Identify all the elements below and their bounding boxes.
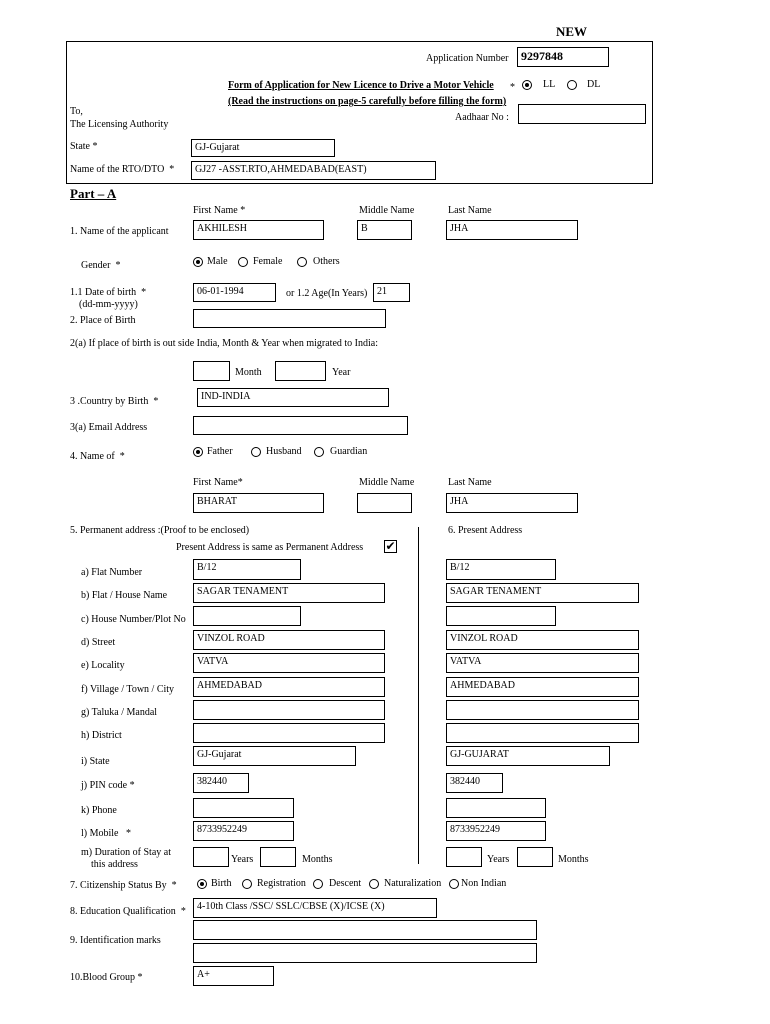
gender-radio-female[interactable]	[238, 257, 248, 267]
relation-middle-name-header: Middle Name	[359, 477, 415, 488]
gender-label-others: Others	[313, 256, 340, 267]
address-divider	[418, 527, 419, 864]
perm-pin-input[interactable]: 382440	[193, 773, 249, 793]
perm-locality-input[interactable]: VATVA	[193, 653, 385, 673]
pres-phone-input[interactable]	[446, 798, 546, 818]
perm-months-label: Months	[302, 854, 333, 865]
licence-radio-ll[interactable]	[522, 80, 532, 90]
perm-street-input[interactable]: VINZOL ROAD	[193, 630, 385, 650]
address-label-street: d) Street	[81, 637, 116, 648]
perm-state-select[interactable]: GJ-Gujarat	[193, 746, 356, 766]
licence-label-ll: LL	[543, 79, 556, 90]
gender-label-female: Female	[253, 256, 283, 267]
pres-locality-input[interactable]: VATVA	[446, 653, 639, 673]
aadhaar-input[interactable]	[518, 104, 646, 124]
relation-last-name-input[interactable]: JHA	[446, 493, 578, 513]
perm-duration-months-input[interactable]	[260, 847, 296, 867]
pres-months-label: Months	[558, 854, 589, 865]
gender-radio-male[interactable]	[193, 257, 203, 267]
identification-input-2[interactable]	[193, 943, 537, 963]
present-address-label: 6. Present Address	[448, 525, 523, 536]
address-label-house-name: b) Flat / House Name	[81, 590, 168, 601]
citizenship-radio-naturalization[interactable]	[369, 879, 379, 889]
licence-label-dl: DL	[587, 79, 601, 90]
pres-mobile-input[interactable]: 8733952249	[446, 821, 546, 841]
address-label-district: h) District	[81, 730, 122, 741]
state-label: State *	[70, 141, 98, 152]
pres-state-select[interactable]: GJ-GUJARAT	[446, 746, 610, 766]
applicant-last-name-input[interactable]: JHA	[446, 220, 578, 240]
rto-select[interactable]: GJ27 -ASST.RTO,AHMEDABAD(EAST)	[191, 161, 436, 180]
relation-middle-name-input[interactable]	[357, 493, 412, 513]
relation-radio-father[interactable]	[193, 447, 203, 457]
citizenship-label-non-indian: Non Indian	[461, 878, 507, 889]
dob-format-hint: (dd-mm-yyyy)	[79, 299, 138, 310]
citizenship-label: 7. Citizenship Status By *	[70, 880, 177, 891]
address-label-mobile: l) Mobile *	[81, 828, 131, 839]
pres-house-name-input[interactable]: SAGAR TENAMENT	[446, 583, 639, 603]
education-select[interactable]: 4-10th Class /SSC/ SSLC/CBSE (X)/ICSE (X)	[193, 898, 437, 918]
gender-radio-others[interactable]	[297, 257, 307, 267]
pres-street-input[interactable]: VINZOL ROAD	[446, 630, 639, 650]
perm-house-name-input[interactable]: SAGAR TENAMENT	[193, 583, 385, 603]
perm-city-input[interactable]: AHMEDABAD	[193, 677, 385, 697]
application-number-field[interactable]: 9297848	[517, 47, 609, 67]
state-select[interactable]: GJ-Gujarat	[191, 139, 335, 157]
citizenship-radio-birth[interactable]	[197, 879, 207, 889]
gender-label: Gender *	[81, 260, 121, 271]
permanent-address-label: 5. Permanent address :(Proof to be enclosed)	[70, 525, 250, 536]
address-label-pin: j) PIN code *	[81, 780, 135, 791]
new-label: NEW	[556, 24, 588, 39]
duration-label-cont: this address	[91, 859, 138, 870]
gender-label-male: Male	[207, 256, 228, 267]
perm-mobile-input[interactable]: 8733952249	[193, 821, 294, 841]
age-input[interactable]: 21	[373, 283, 410, 302]
month-label: Month	[235, 367, 262, 378]
address-label-state: i) State	[81, 756, 110, 767]
email-label: 3(a) Email Address	[70, 422, 148, 433]
address-label-flat-number: a) Flat Number	[81, 567, 143, 578]
citizenship-label-naturalization: Naturalization	[384, 878, 442, 889]
citizenship-radio-descent[interactable]	[313, 879, 323, 889]
aadhaar-label: Aadhaar No :	[455, 112, 509, 123]
identification-input-1[interactable]	[193, 920, 537, 940]
pres-district-input[interactable]	[446, 723, 639, 743]
relation-first-name-input[interactable]: BHARAT	[193, 493, 324, 513]
citizenship-label-descent: Descent	[329, 878, 362, 889]
pres-years-label: Years	[487, 854, 510, 865]
form-instruction: (Read the instructions on page-5 carefully before filling the form)	[228, 96, 507, 107]
blood-group-label: 10.Blood Group *	[70, 972, 143, 983]
last-name-header: Last Name	[448, 205, 492, 216]
education-label: 8. Education Qualification *	[70, 906, 186, 917]
pres-pin-input[interactable]: 382440	[446, 773, 503, 793]
address-label-plot-no: c) House Number/Plot No	[81, 614, 186, 625]
citizenship-label-registration: Registration	[257, 878, 306, 889]
citizenship-radio-registration[interactable]	[242, 879, 252, 889]
perm-plot-no-input[interactable]	[193, 606, 301, 626]
part-a-title: Part – A	[70, 186, 117, 201]
applicant-name-label: 1. Name of the applicant	[70, 226, 169, 237]
citizenship-radio-non-indian[interactable]	[449, 879, 459, 889]
licence-required-mark: *	[510, 82, 515, 93]
country-of-birth-label: 3 .Country by Birth *	[70, 396, 159, 407]
country-of-birth-select[interactable]: IND-INDIA	[197, 388, 389, 407]
rto-label: Name of the RTO/DTO *	[70, 164, 175, 175]
relation-label-father: Father	[207, 446, 233, 457]
migrated-year-input[interactable]	[275, 361, 326, 381]
place-of-birth-input[interactable]	[193, 309, 386, 328]
pres-duration-years-input[interactable]	[446, 847, 482, 867]
relation-last-name-header: Last Name	[448, 477, 492, 488]
identification-label: 9. Identification marks	[70, 935, 161, 946]
year-label: Year	[332, 367, 351, 378]
middle-name-header: Middle Name	[359, 205, 415, 216]
relation-first-name-header: First Name*	[193, 477, 243, 488]
name-of-label: 4. Name of *	[70, 451, 125, 462]
address-label-phone: k) Phone	[81, 805, 117, 816]
application-number-label: Application Number	[426, 53, 509, 64]
dob-label: 1.1 Date of birth *	[70, 287, 147, 298]
authority-label: The Licensing Authority	[70, 119, 169, 130]
applicant-first-name-input[interactable]: AKHILESH	[193, 220, 324, 240]
perm-flat-number-input[interactable]: B/12	[193, 559, 301, 580]
address-label-city: f) Village / Town / City	[81, 684, 175, 695]
relation-label-husband: Husband	[266, 446, 302, 457]
relation-label-guardian: Guardian	[330, 446, 368, 457]
perm-duration-years-input[interactable]	[193, 847, 229, 867]
email-input[interactable]	[193, 416, 408, 435]
applicant-middle-name-input[interactable]: B	[357, 220, 412, 240]
duration-label: m) Duration of Stay at	[81, 847, 171, 858]
blood-group-select[interactable]: A+	[193, 966, 274, 986]
form-title: Form of Application for New Licence to Drive a Motor Vehicle	[228, 80, 494, 91]
pres-flat-number-input[interactable]: B/12	[446, 559, 556, 580]
relation-radio-guardian[interactable]	[314, 447, 324, 457]
migrated-label: 2(a) If place of birth is out side India, Month & Year when migrated to India:	[70, 338, 378, 349]
relation-radio-husband[interactable]	[251, 447, 261, 457]
perm-district-input[interactable]	[193, 723, 385, 743]
to-label: To,	[70, 106, 83, 117]
same-address-label: Present Address is same as Permanent Address	[176, 542, 364, 553]
dob-input[interactable]: 06-01-1994	[193, 283, 276, 302]
perm-taluka-input[interactable]	[193, 700, 385, 720]
age-label: or 1.2 Age(In Years)	[286, 288, 368, 299]
pres-plot-no-input[interactable]	[446, 606, 556, 626]
perm-phone-input[interactable]	[193, 798, 294, 818]
citizenship-label-birth: Birth	[211, 878, 232, 889]
address-label-locality: e) Locality	[81, 660, 125, 671]
migrated-month-input[interactable]	[193, 361, 230, 381]
place-of-birth-label: 2. Place of Birth	[70, 315, 136, 326]
perm-years-label: Years	[231, 854, 254, 865]
pres-duration-months-input[interactable]	[517, 847, 553, 867]
address-label-taluka: g) Taluka / Mandal	[81, 707, 158, 718]
pres-city-input[interactable]: AHMEDABAD	[446, 677, 639, 697]
licence-radio-dl[interactable]	[567, 80, 577, 90]
pres-taluka-input[interactable]	[446, 700, 639, 720]
same-address-checkbox[interactable]: ✔	[385, 539, 396, 553]
first-name-header: First Name *	[193, 205, 246, 216]
